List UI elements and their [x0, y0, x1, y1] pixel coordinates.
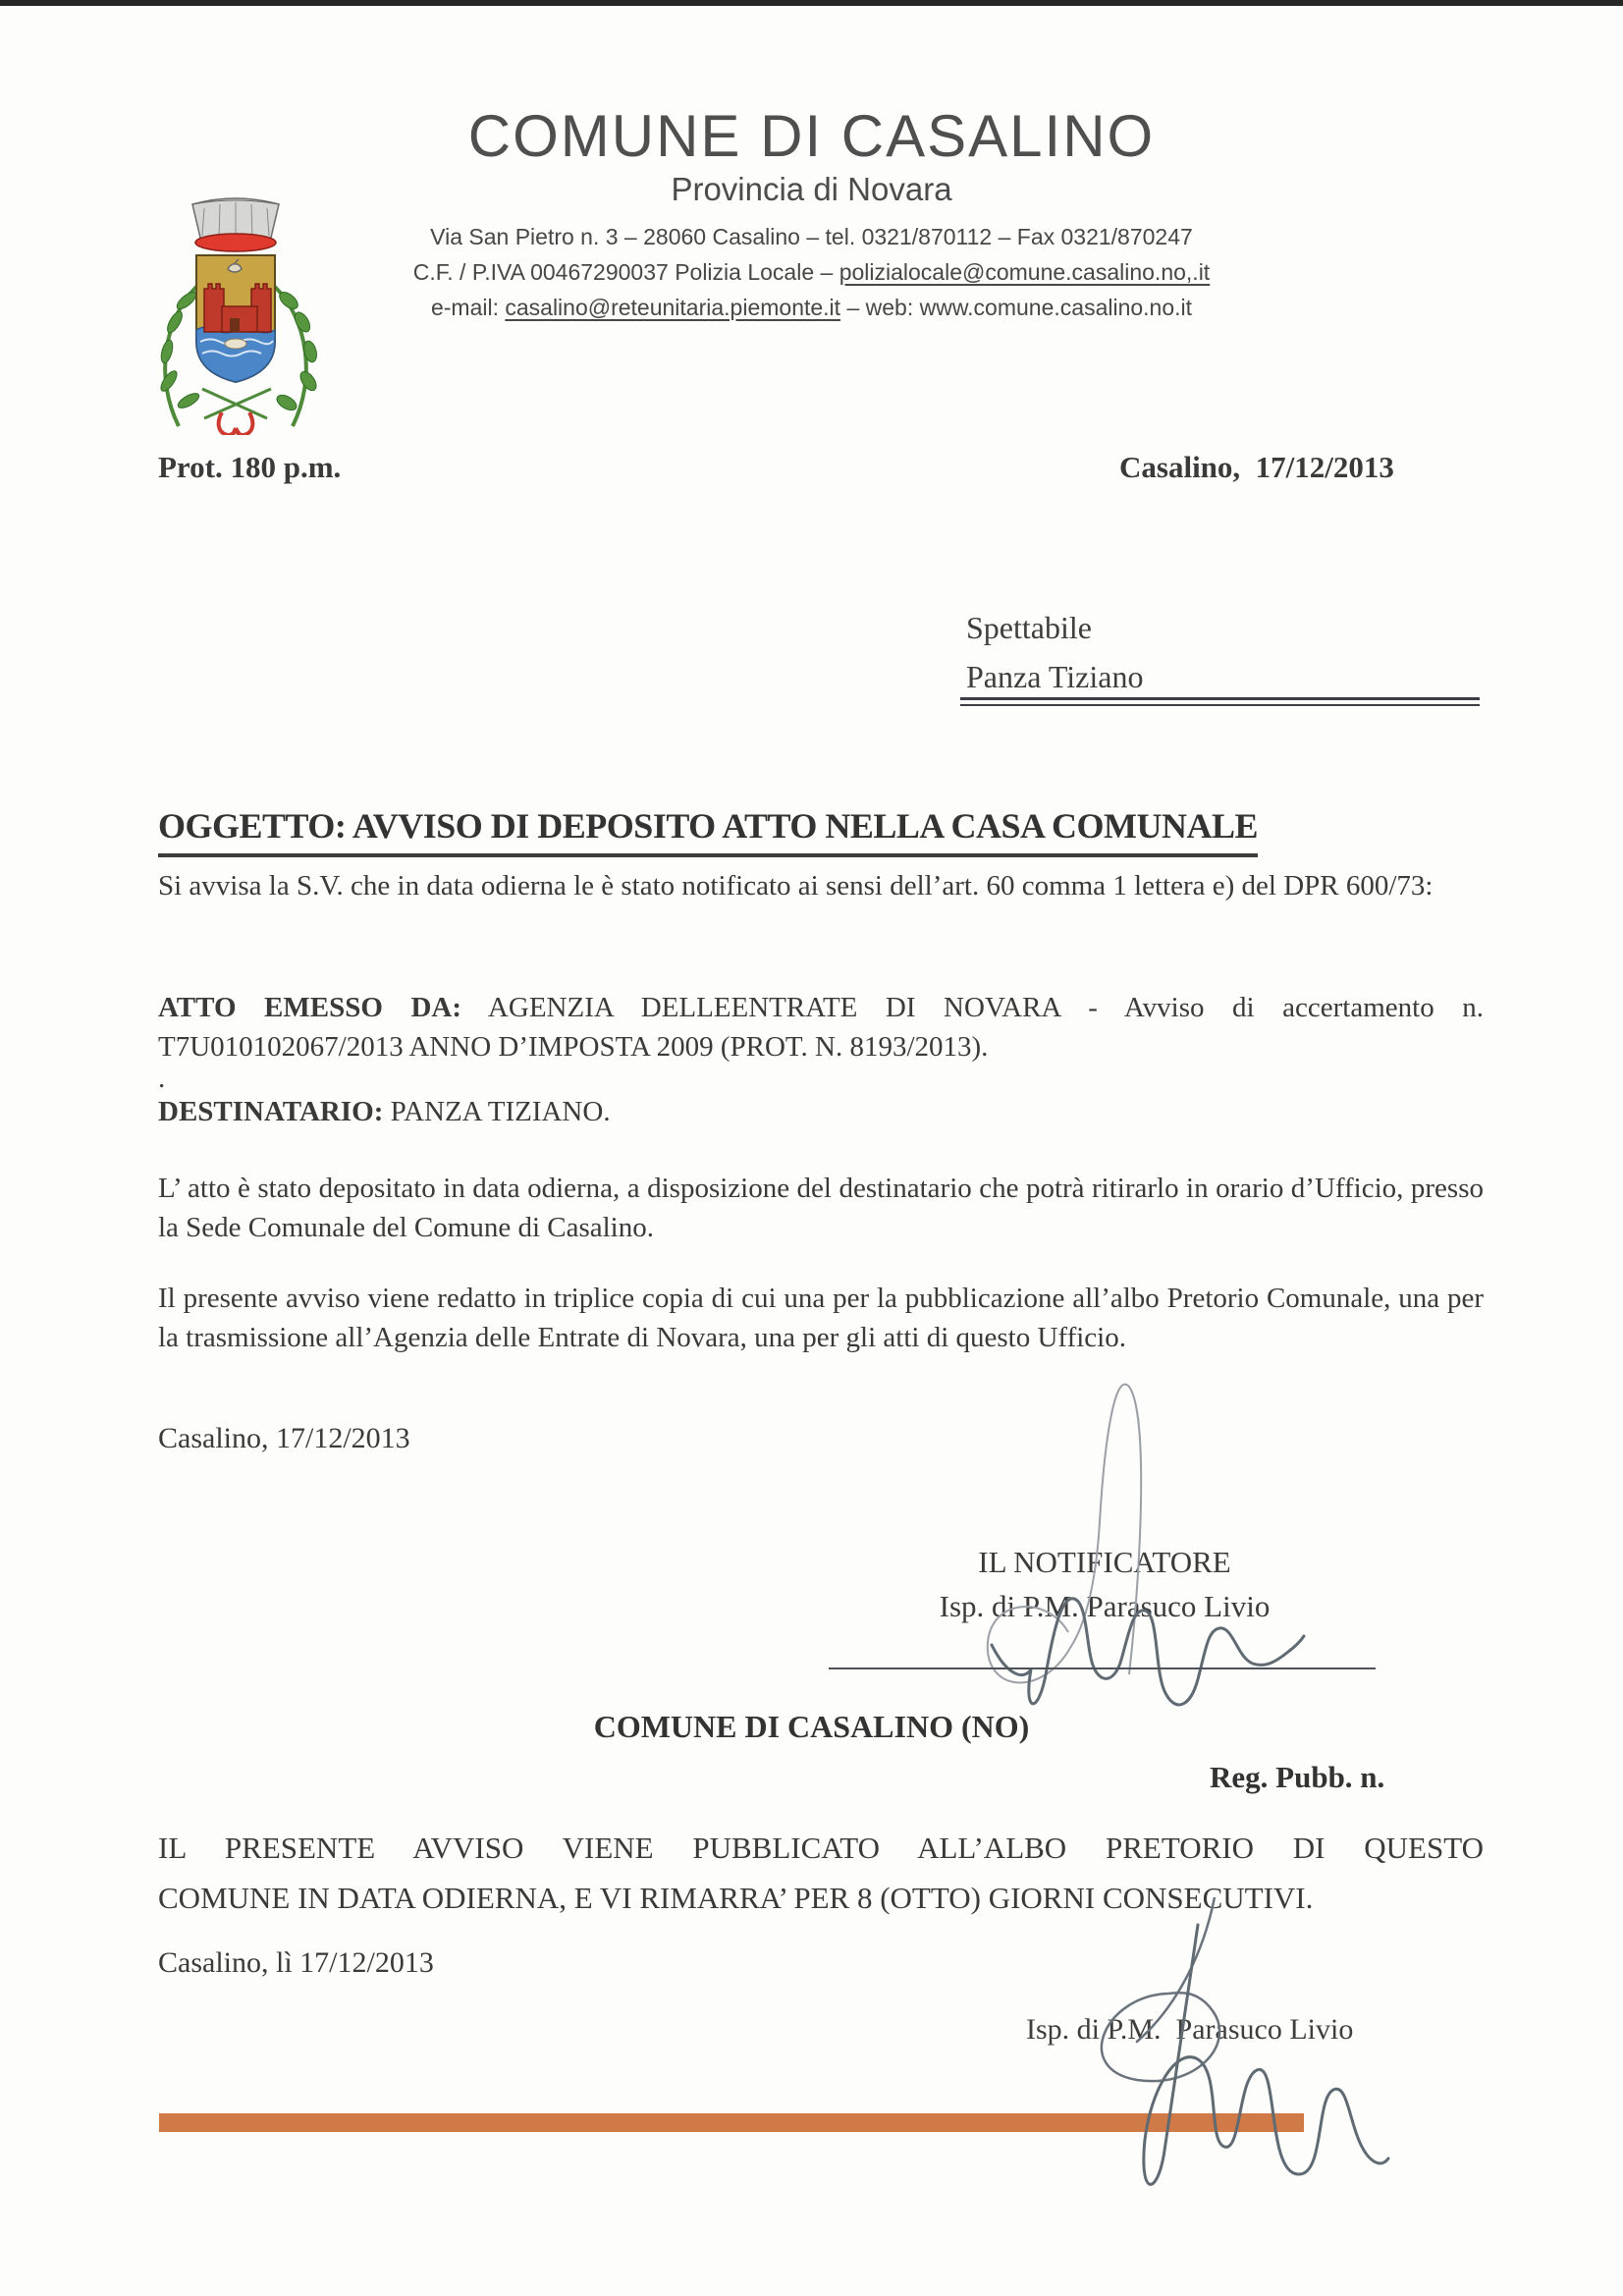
subject-wrap — [158, 805, 1258, 857]
police-email-link: polizialocale@comune.casalino.no,.it — [839, 259, 1211, 285]
protocol-number: Prot. 180 p.m. — [158, 450, 342, 484]
recipient-block — [966, 603, 1143, 701]
register-label: Reg. Pubb. n. — [1210, 1760, 1385, 1794]
website-text: www.comune.casalino.no.it — [919, 295, 1193, 320]
fiscal-code-text: C.F. / P.IVA 00467290037 Polizia Locale – — [412, 259, 839, 285]
accent-bar — [159, 2113, 1304, 2132]
signature-line — [829, 1667, 1376, 1669]
coat-of-arms — [145, 194, 332, 435]
publication-line1: IL PRESENTE AVVISO VIENE PUBBLICATO ALL’ALBO PRETORIO DI QUESTO — [158, 1831, 1484, 1865]
destinatario-label: DESTINATARIO: — [158, 1096, 384, 1127]
top-edge-line — [0, 0, 1623, 6]
publication-place-date: Casalino, lì 17/12/2013 — [158, 1946, 434, 1979]
sea-animal-icon — [225, 339, 246, 349]
city-date: Casalino, 17/12/2013 — [1119, 450, 1394, 484]
notifier-name: Isp. di P.M. Parasuco Livio — [939, 1589, 1271, 1623]
email-link: casalino@reteunitaria.piemonte.it — [505, 295, 841, 320]
mural-crown-icon — [192, 198, 279, 251]
destinatario-name: PANZA TIZIANO. — [383, 1096, 611, 1127]
publication-paragraph — [158, 1823, 1484, 1923]
atto-paragraph — [158, 988, 1484, 1066]
atto-label: ATTO EMESSO DA: — [158, 992, 461, 1023]
municipality-name: COMUNE DI CASALINO — [467, 103, 1156, 169]
web-label: – web: — [840, 295, 920, 320]
publication-signature-icon — [1021, 1897, 1394, 2202]
atto-text: AGENZIA DELLEENTRATE DI NOVARA - Avviso di accertamento n. T7U010102067/2013 ANNO D’IMPOSTA 2009 (PROT. N. 8193/2013). — [158, 992, 1484, 1063]
notice-paragraph: Si avvisa la S.V. che in data odierna le è stato notificato ai sensi dell’art. 60 comma 1 lettera e) del DPR 600/73: — [158, 870, 1434, 902]
shield-icon — [196, 255, 275, 382]
ribbon-icon — [219, 412, 253, 435]
subject-heading: OGGETTO: AVVISO DI DEPOSITO ATTO NELLA CASA COMUNALE — [158, 805, 1258, 857]
publication-signer: Isp. di P.M. Parasuco Livio — [1026, 2013, 1354, 2046]
notifier-title: IL NOTIFICATORE — [978, 1545, 1231, 1579]
notifier-block — [781, 1540, 1429, 1628]
deposito-paragraph: L’ atto è stato depositato in data odierna, a disposizione del destinatario che potrà ritirarlo in orario d’Ufficio, presso la Sede Comunale del Comune di Casalino. — [158, 1173, 1484, 1243]
recipient-name: Panza Tiziano — [966, 659, 1144, 694]
body-place-date: Casalino, 17/12/2013 — [158, 1422, 410, 1454]
recipient-salutation: Spettabile — [966, 610, 1092, 645]
coat-of-arms-icon — [145, 194, 332, 435]
destinatario-paragraph — [158, 1092, 1484, 1131]
publication-signature — [1021, 1897, 1394, 2202]
recipient-underline — [960, 697, 1480, 706]
copies-paragraph: Il presente avviso viene redatto in triplice copia di cui una per la pubblicazione all’albo Pretorio Comunale, una per la trasmissione all’Agenzia delle Entrate di Novara, una per gli atti di questo Ufficio. — [158, 1283, 1484, 1353]
publication-line2: COMUNE IN DATA ODIERNA, E VI RIMARRA’ PER 8 (OTTO) GIORNI CONSECUTIVI. — [158, 1881, 1314, 1915]
publication-heading: COMUNE DI CASALINO (NO) — [593, 1709, 1030, 1744]
email-label: e-mail: — [430, 295, 506, 320]
province-line: Provincia di Novara — [671, 171, 952, 207]
address-line: Via San Pietro n. 3 – 28060 Casalino – tel. 0321/870112 – Fax 0321/870247 — [430, 224, 1193, 249]
stray-dot: . — [158, 1063, 166, 1094]
